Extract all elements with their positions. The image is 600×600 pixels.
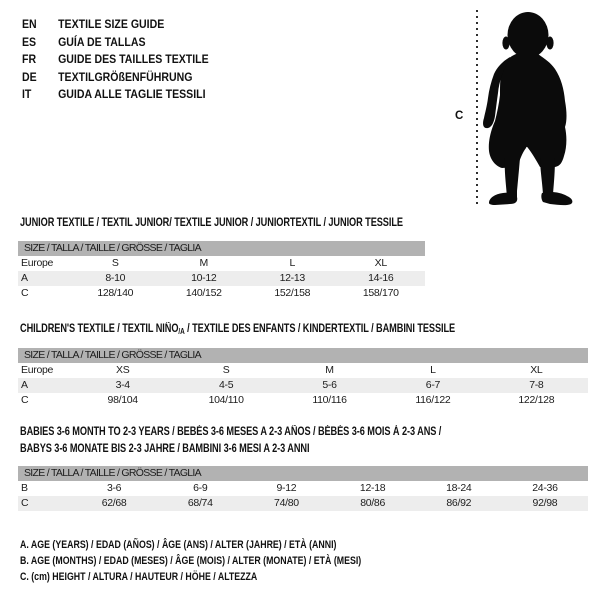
table-cell: M [199,257,208,269]
table-cell: 3-6 [106,482,122,494]
table-cell: 92/98 [532,497,558,509]
table-cell: S [222,364,230,376]
table-cell: L [289,257,296,269]
row-label: C [21,497,29,509]
height-measure-dashed-line [476,10,478,208]
table-cell: 158/170 [362,287,399,299]
table-cell: 5-6 [322,379,337,391]
childrens-table-title [20,322,455,339]
footnote-b: B. AGE (MONTHS) / EDAD (MESES) / ÂGE (MOIS) / ALTER (MONATE) / ETÀ (MESI) [20,555,362,567]
size-header-bar: SIZE / TALLA / TAILLE / GRÖSSE / TAGLIA [18,348,588,363]
language-title: GUIDA ALLE TAGLIE TESSILI [58,87,206,101]
table-cell: XL [530,364,543,376]
babies-table [18,466,588,511]
table-cell: 80/86 [360,497,385,509]
table-cell: 24-36 [532,482,558,494]
table-cell: 7-8 [529,379,544,391]
row-label: A [21,272,28,284]
language-title: GUÍA DE TALLAS [58,34,146,49]
language-row-fr [22,51,209,69]
table-cell: 152/158 [274,287,311,299]
row-label: C [21,394,29,406]
language-code: DE [22,69,37,84]
toddler-silhouette-image [482,10,578,208]
language-row-en [22,16,209,34]
table-row [18,378,588,393]
table-cell: 12-18 [359,482,386,494]
language-title-list [22,16,234,104]
footnote-a: A. AGE (YEARS) / EDAD (AÑOS) / ÂGE (ANS) / ALTER (JAHRE) / ETÀ (ANNI) [20,539,337,551]
table-cell: 116/122 [415,394,451,406]
table-cell: 9-12 [276,482,297,494]
language-title: TEXTILE SIZE GUIDE [58,17,165,31]
language-code: ES [22,34,37,49]
table-cell: 62/68 [101,497,127,509]
table-cell: XS [115,364,130,376]
row-label: C [21,287,29,299]
language-row-de [22,69,209,87]
row-label: A [21,379,28,391]
table-cell: M [325,364,334,376]
title-line-2: BABYS 3-6 MONATE BIS 2-3 JAHRE / BAMBINI 3-6 MESI A 2-3 ANNI [20,443,310,455]
table-cell: 128/140 [97,287,134,299]
title-line-1: BABIES 3-6 MONTH TO 2-3 YEARS / BEBÉS 3-6 MESES A 2-3 AÑOS / BÉBÉS 3-6 MOIS À 2-3 ANS / [20,426,442,438]
row-label: Europe [21,364,54,376]
table-row [18,256,425,271]
table-cell: 6-7 [425,379,441,391]
table-row [18,481,588,496]
table-cell: 122/128 [518,394,555,406]
table-cell: 74/80 [274,497,299,509]
title-text: / TEXTILE DES ENFANTS / KINDERTEXTIL / BAMBINI TESSILE [184,323,456,335]
footnotes [20,537,447,585]
table-cell: 140/152 [185,287,222,299]
table-cell: 68/74 [187,497,213,509]
language-title: GUIDE DES TAILLES TEXTILE [58,52,209,66]
table-cell: 98/104 [107,394,138,406]
title-text: CHILDREN'S TEXTILE / TEXTIL NIÑO [20,323,179,335]
table-cell: 10-12 [191,272,217,284]
size-header-bar: SIZE / TALLA / TAILLE / GRÖSSE / TAGLIA [18,241,425,256]
table-cell: 6-9 [193,482,208,494]
language-code: IT [22,87,32,101]
language-row-it [22,86,209,104]
language-code: FR [22,52,37,66]
table-cell: 14-16 [368,272,394,284]
size-header-bar: SIZE / TALLA / TAILLE / GRÖSSE / TAGLIA [18,466,588,481]
table-cell: 4-5 [218,379,234,391]
table-row [18,363,588,378]
table-row [18,271,425,286]
footnote-c: C. (cm) HEIGHT / ALTURA / HAUTEUR / HÖHE / ALTEZZA [20,571,258,583]
table-cell: 86/92 [446,497,472,509]
table-row [18,286,425,301]
table-cell: 18-24 [446,482,472,494]
table-cell: 8-10 [105,272,126,284]
title-subscript: /A [178,327,185,336]
junior-table [18,241,425,301]
table-row [18,393,588,408]
row-label: B [21,482,28,494]
table-cell: 12-13 [279,272,305,284]
table-cell: L [430,364,436,376]
height-measure-label: C [455,110,464,122]
table-cell: 3-4 [115,379,130,391]
table-row [18,496,588,511]
childrens-table [18,348,588,408]
table-cell: S [111,257,119,269]
language-title: TEXTILGRÖßENFÜHRUNG [58,69,193,84]
language-row-es [22,34,209,52]
table-cell: 104/110 [208,394,244,406]
language-code: EN [22,17,37,31]
junior-table-title: JUNIOR TEXTILE / TEXTIL JUNIOR/ TEXTILE JUNIOR / JUNIORTEXTIL / JUNIOR TESSILE [20,217,403,229]
table-cell: XL [374,257,387,269]
table-cell: 110/116 [312,394,347,406]
babies-table-title [20,424,441,458]
row-label: Europe [21,257,54,269]
